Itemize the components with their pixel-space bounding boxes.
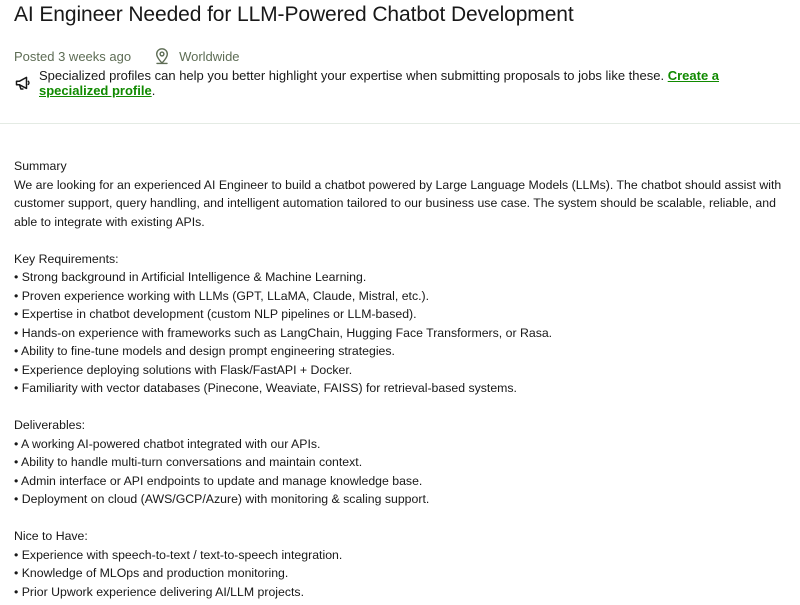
list-item: • Ability to handle multi-turn conversations and maintain context. bbox=[14, 455, 363, 469]
list-item: • Admin interface or API endpoints to update and manage knowledge base. bbox=[14, 473, 423, 488]
key-requirements-heading: Key Requirements: bbox=[14, 251, 119, 266]
list-item: • Familiarity with vector databases (Pinecone, Weaviate, FAISS) for retrieval-based systems. bbox=[14, 381, 517, 395]
section-divider bbox=[0, 123, 800, 124]
summary-heading: Summary bbox=[14, 159, 67, 173]
list-item: • Strong background in Artificial Intelligence & Machine Learning. bbox=[14, 270, 367, 284]
job-location bbox=[153, 47, 239, 65]
list-item: • Experience deploying solutions with Flask/FastAPI + Docker. bbox=[14, 362, 353, 377]
spacer bbox=[14, 398, 790, 417]
list-item: • Hands-on experience with frameworks such as LangChain, Hugging Face Transformers, or Rasa. bbox=[14, 325, 553, 340]
specialized-profile-promo bbox=[14, 68, 786, 98]
job-header bbox=[0, 0, 800, 98]
deliverables-heading: Deliverables: bbox=[14, 418, 86, 432]
job-title: AI Engineer Needed for LLM-Powered Chatbot Development bbox=[14, 3, 574, 26]
list-item: • A working AI-powered chatbot integrated with our APIs. bbox=[14, 436, 321, 451]
list-item: • Expertise in chatbot development (custom NLP pipelines or LLM-based). bbox=[14, 307, 417, 321]
spacer bbox=[14, 231, 790, 250]
list-item: • Knowledge of MLOps and production monitoring. bbox=[14, 566, 289, 580]
spacer bbox=[14, 509, 790, 528]
location-label: Worldwide bbox=[179, 48, 240, 64]
list-item: • Deployment on cloud (AWS/GCP/Azure) with monitoring & scaling support. bbox=[14, 492, 430, 506]
list-item: • Ability to fine-tune models and design prompt engineering strategies. bbox=[14, 344, 395, 358]
list-item: • Prior Upwork experience delivering AI/LLM projects. bbox=[14, 584, 304, 599]
location-pin-icon bbox=[153, 47, 171, 65]
promo-text: Specialized profiles can help you better highlight your expertise when submitting proposals to jobs like these. Create a specialized profile. bbox=[39, 68, 720, 98]
nice-to-have-heading: Nice to Have: bbox=[14, 529, 88, 543]
summary-text: We are looking for an experienced AI Engineer to build a chatbot powered by Large Language Models (LLMs). The chatbot should assist with customer support, query handling, and intelligent automation tailored to our business use case. The system should be scalable, reliable, and able to integrate with existing APIs. bbox=[14, 177, 782, 229]
create-specialized-profile-link[interactable]: Create a specialized profile bbox=[39, 68, 720, 98]
list-item: • Proven experience working with LLMs (GPT, LLaMA, Claude, Mistral, etc.). bbox=[14, 288, 430, 303]
list-item: • Experience with speech-to-text / text-to-speech integration. bbox=[14, 547, 343, 562]
posted-time: Posted 3 weeks ago bbox=[14, 48, 132, 64]
job-description bbox=[14, 157, 790, 601]
megaphone-icon bbox=[14, 74, 32, 92]
job-meta bbox=[14, 46, 786, 66]
